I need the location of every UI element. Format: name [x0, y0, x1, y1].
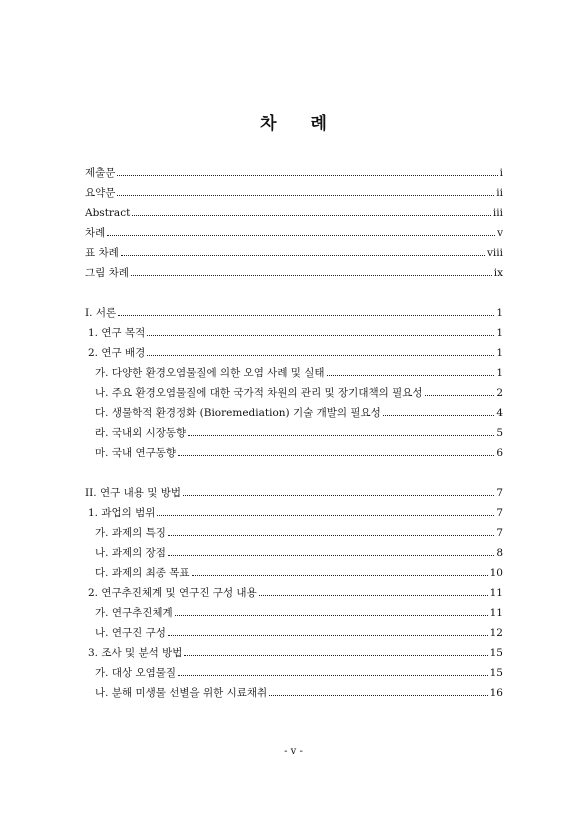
toc-entry-subsection[interactable] — [95, 626, 503, 640]
toc-entry[interactable] — [85, 166, 503, 180]
toc-page-number: ix — [493, 267, 503, 279]
toc-leader — [168, 546, 494, 556]
toc-page-number: v — [497, 227, 503, 239]
toc-label: 가. 대상 오염물질 — [95, 667, 177, 679]
toc-label: 요약문 — [85, 187, 116, 199]
toc-leader — [327, 366, 495, 376]
toc-page-number: 15 — [489, 647, 503, 659]
toc-label: 가. 과제의 특징 — [95, 527, 166, 539]
toc-entry-subsection[interactable] — [95, 546, 503, 560]
toc-page-number: 6 — [496, 447, 503, 459]
toc-label: 다. 생물학적 환경정화 (Bioremediation) 기술 개발의 필요성 — [95, 407, 381, 419]
toc-leader — [117, 166, 497, 176]
toc-entry-section[interactable] — [88, 346, 503, 360]
toc-page-number: 10 — [489, 567, 503, 579]
toc-leader — [425, 386, 495, 396]
toc-leader — [178, 446, 494, 456]
toc-entry-subsection[interactable] — [95, 446, 503, 460]
toc-entry-chapter[interactable] — [85, 306, 503, 320]
toc-label: 라. 국내외 시장동향 — [95, 427, 187, 439]
toc-page-number: iii — [492, 207, 503, 219]
toc-page-number: i — [499, 167, 503, 179]
toc-label: 제출문 — [85, 167, 116, 179]
toc-leader — [147, 346, 494, 356]
toc-leader — [192, 566, 488, 576]
toc-label: 2. 연구 배경 — [88, 347, 146, 359]
toc-leader — [269, 686, 487, 696]
toc-label: Abstract — [85, 207, 131, 219]
toc-label: 가. 다양한 환경오염물질에 의한 오염 사례 및 실태 — [95, 367, 325, 379]
toc-entry-subsection[interactable] — [95, 566, 503, 580]
toc-label: II. 연구 내용 및 방법 — [85, 487, 181, 499]
toc-label: 표 차례 — [85, 247, 119, 259]
toc-label: 나. 연구진 구성 — [95, 627, 166, 639]
toc-leader — [168, 626, 488, 636]
toc-label: 나. 주요 환경오염물질에 대한 국가적 차원의 관리 및 장기대책의 필요성 — [95, 387, 423, 399]
toc-entry-section[interactable] — [88, 586, 503, 600]
toc-leader — [157, 506, 494, 516]
toc-page-number: 11 — [489, 587, 503, 599]
toc-entry-subsection[interactable] — [95, 686, 503, 700]
toc-entry-section[interactable] — [88, 506, 503, 520]
toc-label: 가. 연구추진체계 — [95, 607, 173, 619]
toc-page-number: 1 — [496, 307, 503, 319]
toc-page-number: 8 — [496, 547, 503, 559]
toc-label: 2. 연구추진체계 및 연구진 구성 내용 — [88, 587, 257, 599]
toc-page-number: 4 — [496, 407, 503, 419]
toc-page-number: 1 — [496, 347, 503, 359]
toc-label: 나. 과제의 장점 — [95, 547, 166, 559]
toc-entry[interactable] — [85, 246, 503, 260]
toc-page-number: 11 — [489, 607, 503, 619]
toc-leader — [188, 426, 494, 436]
toc-page-number: 12 — [489, 627, 503, 639]
toc-entry-section[interactable] — [88, 326, 503, 340]
toc-leader — [383, 406, 495, 416]
toc-label: 마. 국내 연구동향 — [95, 447, 177, 459]
toc-label: 1. 과업의 범위 — [88, 507, 156, 519]
toc-entry-chapter[interactable] — [85, 486, 503, 500]
toc-page-number: 1 — [496, 327, 503, 339]
toc-leader — [183, 486, 494, 496]
toc-leader — [118, 306, 494, 316]
toc-leader — [131, 266, 492, 276]
toc-page-number: 15 — [489, 667, 503, 679]
toc-entry-section[interactable] — [88, 646, 503, 660]
toc-leader — [178, 666, 488, 676]
toc-leader — [175, 606, 488, 616]
toc-page-number: 1 — [496, 367, 503, 379]
toc-entry-subsection[interactable] — [95, 426, 503, 440]
toc-entry-subsection[interactable] — [95, 366, 503, 380]
toc-page-number: 7 — [496, 507, 503, 519]
toc-page-number: 5 — [496, 427, 503, 439]
toc-label: I. 서론 — [85, 307, 117, 319]
toc-entry-subsection[interactable] — [95, 666, 503, 680]
toc-label: 1. 연구 목적 — [88, 327, 146, 339]
page-footer-number: - v - — [284, 746, 303, 757]
toc-leader — [132, 206, 491, 216]
toc-page-number: 2 — [496, 387, 503, 399]
toc-entry[interactable] — [85, 226, 503, 240]
toc-label: 차례 — [85, 227, 106, 239]
toc-entry-subsection[interactable] — [95, 526, 503, 540]
page-title: 차 례 — [260, 114, 341, 134]
toc-entry[interactable] — [85, 206, 503, 220]
toc-entry-subsection[interactable] — [95, 606, 503, 620]
toc-page-number: viii — [486, 247, 503, 259]
toc-entry-subsection[interactable] — [95, 386, 503, 400]
toc-leader — [121, 246, 485, 256]
toc-leader — [184, 646, 487, 656]
toc-page-number: 7 — [496, 487, 503, 499]
toc-leader — [259, 586, 488, 596]
toc-entry-subsection[interactable] — [95, 406, 503, 420]
toc-label: 그림 차례 — [85, 267, 129, 279]
toc-leader — [147, 326, 494, 336]
toc-leader — [117, 186, 494, 196]
toc-label: 3. 조사 및 분석 방법 — [88, 647, 183, 659]
toc-leader — [107, 226, 495, 236]
toc-label: 다. 과제의 최종 목표 — [95, 567, 190, 579]
toc-page-number: ii — [496, 187, 503, 199]
toc-entry[interactable] — [85, 186, 503, 200]
toc-page-number: 7 — [496, 527, 503, 539]
toc-entry[interactable] — [85, 266, 503, 280]
toc-label: 나. 분해 미생물 선별을 위한 시료채취 — [95, 687, 268, 699]
toc-leader — [168, 526, 494, 536]
toc-page-number: 16 — [489, 687, 503, 699]
